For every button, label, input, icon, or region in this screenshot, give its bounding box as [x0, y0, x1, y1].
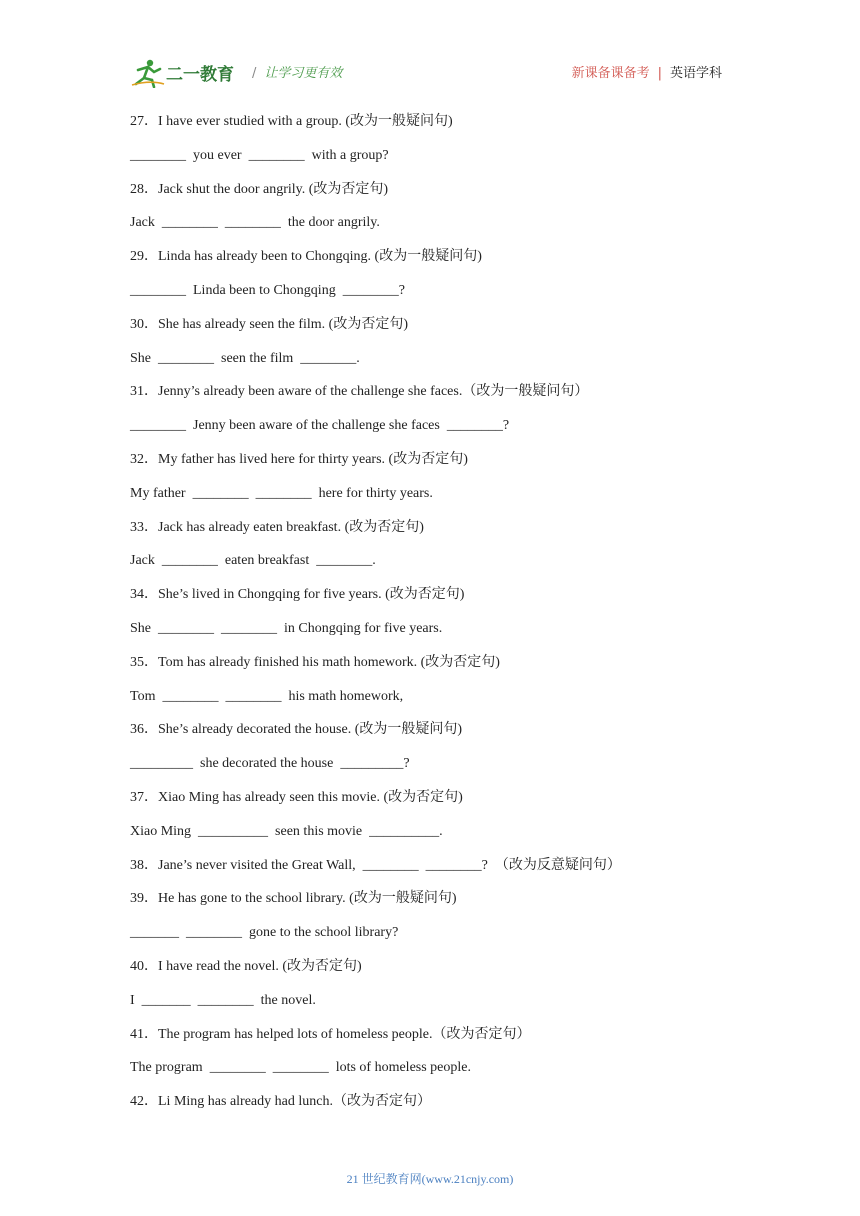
tag-separator: |	[657, 66, 662, 81]
subject-tag: 英语学科	[669, 66, 722, 81]
question-27: 27．I have ever studied with a group. (改为一般疑问句)	[130, 114, 453, 129]
question-41: 41．The program has helped lots of homeless people.（改为否定句）	[130, 1026, 531, 1042]
page-header	[130, 56, 730, 92]
question-42: 42．Li Ming has already had lunch.（改为否定句）	[130, 1094, 431, 1110]
brand-logo	[130, 58, 242, 88]
answer-line-33: Jack ________ eaten breakfast ________.	[130, 553, 376, 569]
runner-logo-icon	[130, 58, 242, 88]
question-35: 35．Tom has already finished his math homework. (改为否定句)	[130, 654, 500, 670]
question-29: 29．Linda has already been to Chongqing. (改为一般疑问句)	[130, 249, 482, 265]
question-30: 30．She has already seen the film. (改为否定句)	[130, 316, 408, 332]
answer-line-29: ________ Linda been to Chongqing ________?	[130, 282, 405, 298]
question-38: 38．Jane’s never visited the Great Wall, ________ ________? （改为反意疑问句）	[130, 857, 621, 873]
answer-line-28: Jack ________ ________ the door angrily.	[130, 215, 380, 231]
answer-line-32: My father ________ ________ here for thirty years.	[130, 485, 433, 501]
question-28: 28．Jack shut the door angrily. (改为否定句)	[130, 181, 389, 197]
answer-line-27: ________ you ever ________ with a group?	[130, 147, 389, 163]
answer-line-41: The program ________ ________ lots of homeless people.	[130, 1060, 472, 1076]
question-37: 37．Xiao Ming has already seen this movie. (改为否定句)	[130, 789, 463, 805]
question-39: 39．He has gone to the school library. (改为一般疑问句)	[130, 891, 457, 907]
answer-line-40: I _______ ________ the novel.	[130, 992, 316, 1008]
page-footer: 21 世纪教育网(www.21cnjy.com)	[346, 1172, 514, 1186]
answer-line-37: Xiao Ming __________ seen this movie __________.	[130, 823, 443, 839]
answer-line-36: _________ she decorated the house _________?	[130, 756, 410, 772]
svg-text:二一教育: 二一教育	[166, 65, 234, 85]
slogan	[252, 62, 342, 81]
answer-line-34: She ________ ________ in Chongqing for five years.	[130, 620, 443, 636]
course-tag: 新课备课备考	[571, 66, 650, 81]
answer-line-39: _______ ________ gone to the school library?	[130, 925, 399, 941]
question-32: 32．My father has lived here for thirty years. (改为否定句)	[130, 451, 468, 467]
answer-line-31: ________ Jenny been aware of the challenge she faces ________?	[130, 418, 510, 434]
question-34: 34．She’s lived in Chongqing for five years. (改为否定句)	[130, 587, 465, 603]
answer-line-30: She ________ seen the film ________.	[130, 350, 360, 366]
slogan-divider: /	[252, 66, 257, 81]
answer-line-35: Tom ________ ________ his math homework,	[130, 688, 404, 704]
question-36: 36．She’s already decorated the house. (改为一般疑问句)	[130, 722, 463, 738]
question-40: 40．I have read the novel. (改为否定句)	[130, 958, 362, 974]
header-tags	[572, 62, 722, 81]
question-33: 33．Jack has already eaten breakfast. (改为否定句)	[130, 519, 424, 535]
question-31: 31．Jenny’s already been aware of the challenge she faces.（改为一般疑问句）	[130, 384, 589, 400]
slogan-text: 让学习更有效	[264, 66, 343, 81]
exercise-list	[130, 110, 730, 1124]
